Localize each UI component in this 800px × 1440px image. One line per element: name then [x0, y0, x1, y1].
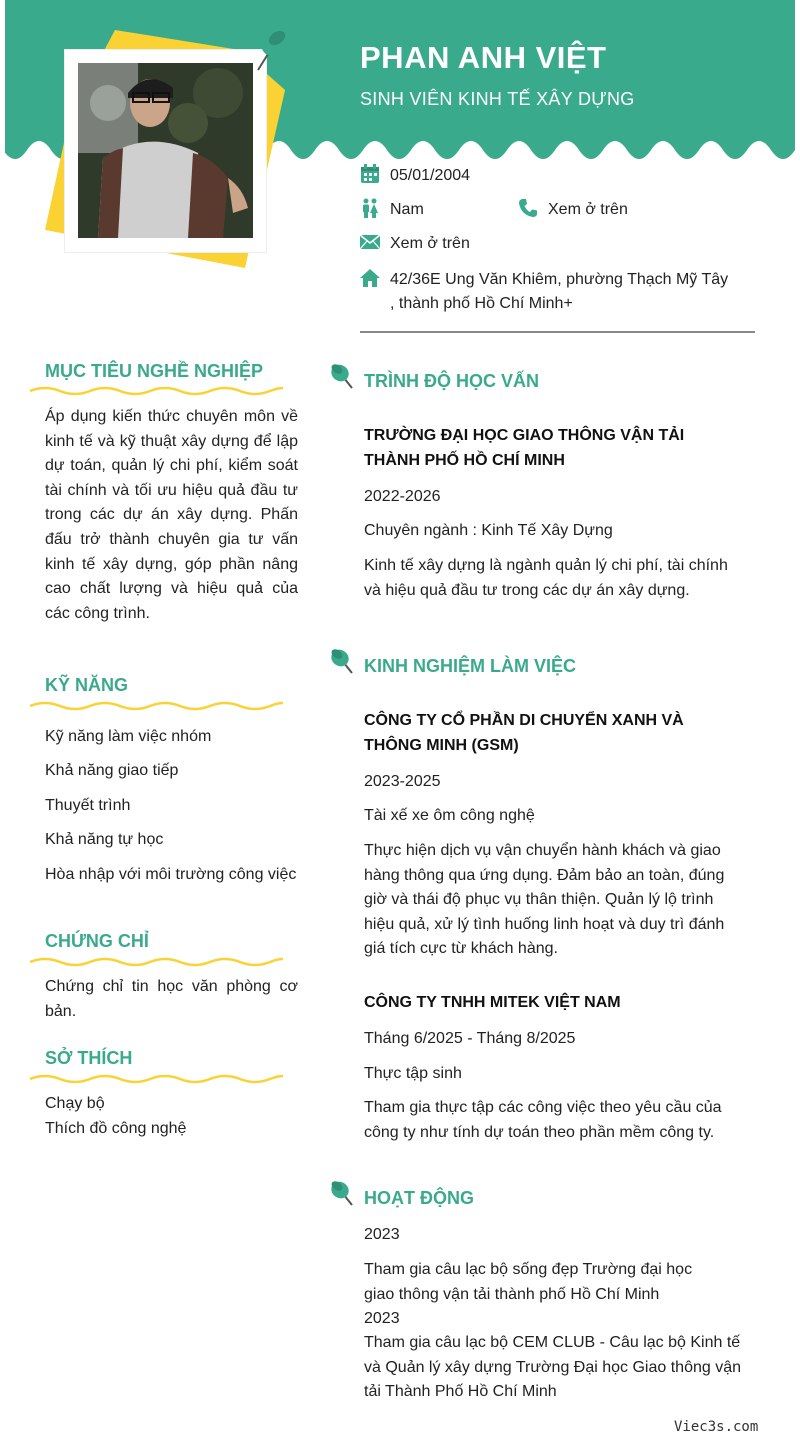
activities-heading: HOẠT ĐỘNG — [364, 1188, 474, 1208]
activity-year: 2023 — [364, 1226, 400, 1243]
skill-item: Khả năng giao tiếp — [45, 762, 179, 779]
skill-item: Hòa nhập với môi trường công việc — [45, 866, 297, 883]
phone-value: Xem ở trên — [548, 201, 628, 218]
skill-item: Thuyết trình — [45, 797, 131, 814]
candidate-name: PHAN ANH VIỆT — [360, 40, 607, 75]
contact-divider — [360, 331, 755, 333]
phone-icon — [518, 198, 538, 218]
gender-value: Nam — [390, 201, 424, 218]
pushpin-icon — [330, 362, 356, 390]
gender-icon — [360, 198, 380, 218]
skill-item: Kỹ năng làm việc nhóm — [45, 728, 212, 745]
candidate-title: SINH VIÊN KINH TẾ XÂY DỰNG — [360, 89, 635, 109]
yellow-wave-divider — [28, 1072, 283, 1086]
skills-heading: KỸ NĂNG — [45, 675, 129, 695]
address-value: 42/36E Ung Văn Khiêm, phường Thạch Mỹ Tây , thành phố Hồ Chí Minh+ — [390, 271, 729, 312]
calendar-icon — [360, 164, 380, 184]
education-heading: TRÌNH ĐỘ HỌC VẤN — [364, 371, 539, 391]
dob-value: 05/01/2004 — [390, 167, 471, 184]
job-company: CÔNG TY TNHH MITEK VIỆT NAM — [364, 994, 621, 1011]
email-value: Xem ở trên — [390, 235, 470, 252]
experience-heading: KINH NGHIỆM LÀM VIỆC — [364, 656, 577, 676]
contact-gender — [360, 198, 424, 222]
education-description: Kinh tế xây dựng là ngành quản lý chi phí, tài chính và hiệu quả đầu tư trong các dự án xây dựng. — [364, 557, 728, 599]
activity-year: 2023 — [364, 1310, 400, 1327]
pushpin-icon — [330, 1179, 356, 1207]
watermark: Viec3s.com — [674, 1419, 759, 1435]
pushpin-icon — [250, 26, 290, 72]
school-name: TRƯỜNG ĐẠI HỌC GIAO THÔNG VẬN TẢI THÀNH PHỐ HỒ CHÍ MINH — [364, 427, 685, 469]
activity-text: Tham gia câu lạc bộ CEM CLUB - Câu lạc bộ Kinh tế và Quản lý xây dựng Trường Đại học Giao thông vận tải Thành Phố Hồ Chí Minh — [364, 1334, 742, 1401]
job-period: Tháng 6/2025 - Tháng 8/2025 — [364, 1030, 576, 1047]
contact-phone — [518, 198, 628, 222]
skill-item: Khả năng tự học — [45, 831, 164, 848]
certificates-heading: CHỨNG CHỈ — [45, 931, 149, 951]
profile-photo — [78, 63, 253, 238]
job-company: CÔNG TY CỔ PHẦN DI CHUYỂN XANH VÀ THÔNG MINH (GSM) — [364, 712, 684, 754]
hobby-item: Thích đồ công nghệ — [45, 1120, 187, 1137]
hobbies-heading: SỞ THÍCH — [45, 1048, 133, 1068]
contact-address — [360, 268, 730, 316]
yellow-wave-divider — [28, 955, 283, 969]
objective-text: Áp dụng kiến thức chuyên môn về kinh tế và kỹ thuật xây dựng để lập dự toán, quản lý chi phí, kiểm soát tài chính và tối ưu hiệu quả đầu tư trong các dự án xây dựng. Phấn đấu trở thành chuyên gia tư vấn kinh tế xây dựng, góp phần nâng cao chất lượng và hiệu quả của các công trình. — [45, 408, 298, 622]
job-description: Tham gia thực tập các công việc theo yêu cầu của công ty như tính dự toán theo phần mềm công ty. — [364, 1099, 722, 1141]
education-major: Chuyên ngành : Kinh Tế Xây Dựng — [364, 522, 613, 539]
certificate-item: Chứng chỉ tin học văn phòng cơ bản. — [45, 978, 298, 1020]
home-icon — [360, 268, 380, 288]
job-role: Thực tập sinh — [364, 1065, 462, 1082]
job-description: Thực hiện dịch vụ vận chuyển hành khách và giao hàng thông qua ứng dụng. Đảm bảo an toàn, đúng giờ và thái độ phục vụ thân thiện. Quản lý lộ trình hiệu quả, xử lý tình huống linh hoạt và duy trì đánh giá tích cực từ khách hàng. — [364, 842, 725, 958]
education-years: 2022-2026 — [364, 488, 441, 505]
job-role: Tài xế xe ôm công nghệ — [364, 807, 535, 824]
envelope-icon — [360, 232, 380, 252]
activity-text: Tham gia câu lạc bộ sống đẹp Trường đại học giao thông vận tải thành phố Hồ Chí Minh — [364, 1261, 693, 1303]
yellow-wave-divider — [28, 384, 283, 398]
objective-heading: MỤC TIÊU NGHỀ NGHIỆP — [45, 361, 264, 381]
yellow-wave-divider — [28, 699, 283, 713]
job-period: 2023-2025 — [364, 773, 441, 790]
pushpin-icon — [330, 647, 356, 675]
contact-email — [360, 232, 470, 256]
hobby-item: Chạy bộ — [45, 1095, 105, 1112]
contact-dob — [360, 164, 470, 188]
